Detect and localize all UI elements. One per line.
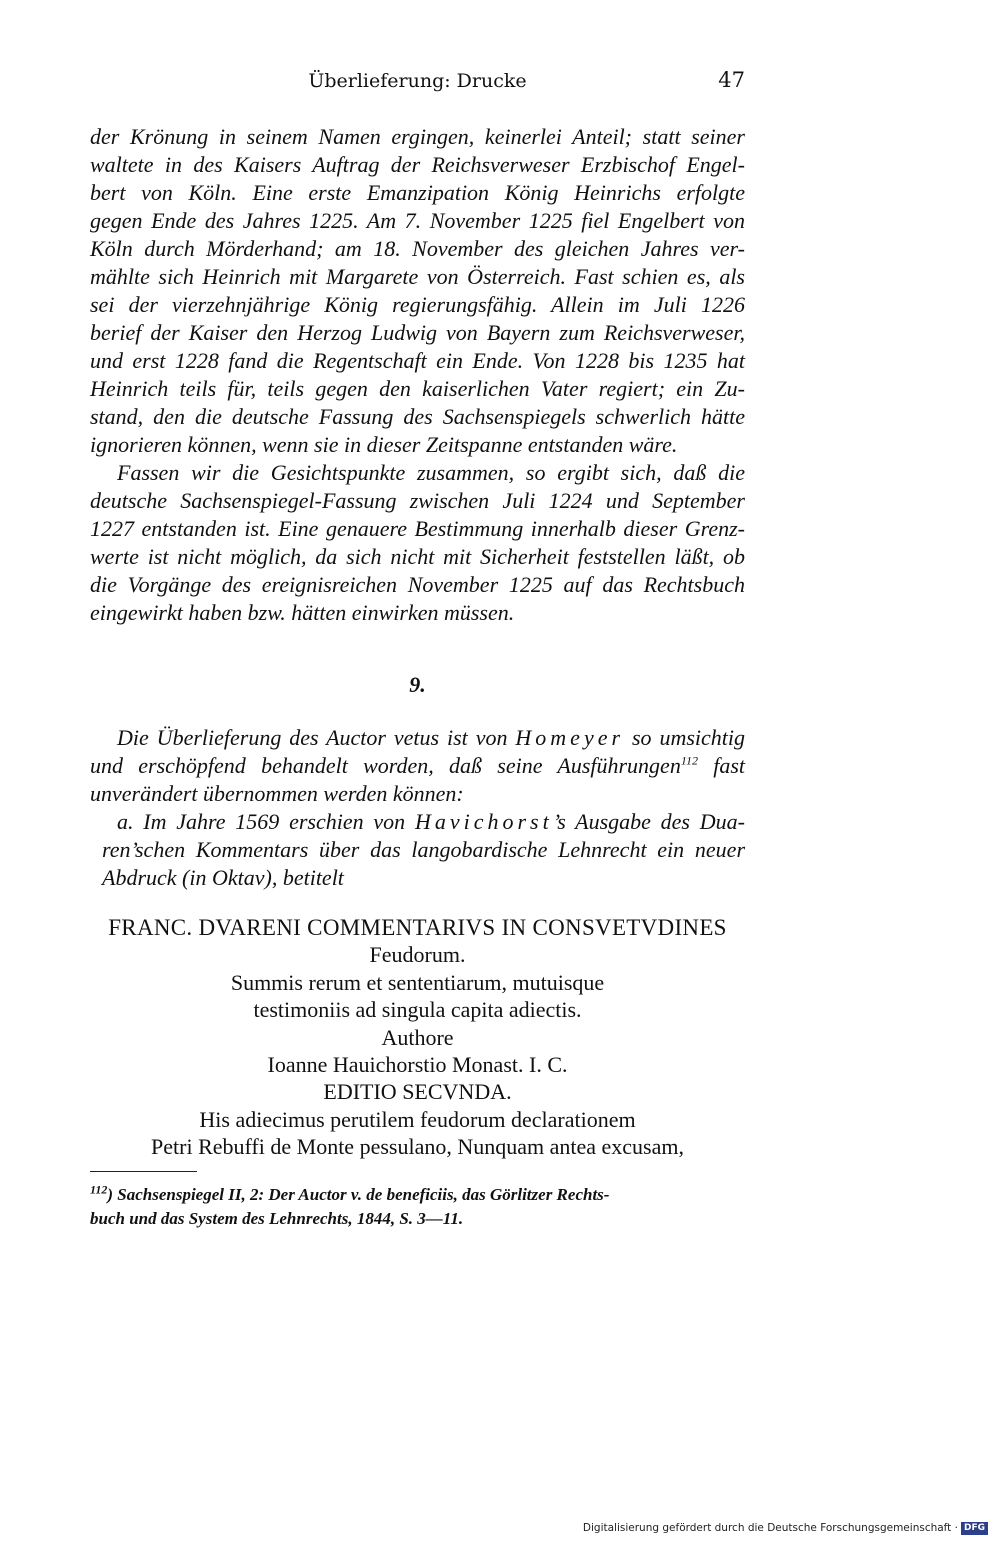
text-line: ignorieren können, wenn sie in dieser Zeitspanne entstanden wäre. bbox=[90, 432, 678, 457]
digitization-credit bbox=[583, 1521, 988, 1535]
dfg-logo: DFG bbox=[961, 1522, 988, 1535]
text-span: und erschöpfend behandelt worden, daß seine Ausführungen bbox=[90, 753, 681, 778]
text-line bbox=[90, 724, 745, 752]
footnote bbox=[90, 1183, 745, 1231]
text-line: bert von Köln. Eine erste Emanzipation König Heinrichs erfolgte bbox=[90, 180, 745, 205]
text-line: Abdruck (in Oktav), betitelt bbox=[102, 865, 344, 890]
title-line: Authore bbox=[381, 1024, 454, 1050]
title-line: Summis rerum et sententiarum, mutuisque bbox=[230, 969, 605, 995]
text-line bbox=[90, 752, 745, 780]
text-span: Die Überlieferung des Auctor vetus ist von bbox=[117, 725, 516, 750]
text-line: der Krönung in seinem Namen ergingen, keinerlei Anteil; statt seiner bbox=[90, 124, 745, 149]
title-line: EDITIO SECVNDA. bbox=[323, 1079, 512, 1105]
text-span: ’s Ausgabe des Dua- bbox=[552, 809, 745, 834]
text-span: ) Sachsenspiegel II, 2: Der Auctor v. de beneficiis, das Görlitzer Rechts- bbox=[107, 1185, 610, 1204]
credit-text: Digitalisierung gefördert durch die Deutsche Forschungsgemeinschaft · bbox=[582, 1522, 958, 1534]
author-name-homeyer: Homeyer bbox=[515, 725, 625, 750]
text-line: 1227 entstanden ist. Eine genauere Bestimmung innerhalb dieser Grenz- bbox=[90, 516, 745, 541]
footnote-divider bbox=[90, 1171, 197, 1172]
title-line: His adiecimus perutilem feudorum declarationem bbox=[199, 1106, 636, 1132]
running-head bbox=[90, 66, 745, 98]
text-line: die Vorgänge des ereignisreichen November 1225 auf das Rechtsbuch bbox=[90, 572, 745, 597]
text-line: deutsche Sachsenspiegel-Fassung zwischen Juli 1224 und September bbox=[90, 488, 745, 513]
text-line: werte ist nicht möglich, da sich nicht mit Sicherheit feststellen läßt, ob bbox=[90, 544, 745, 569]
text-line: waltete in des Kaisers Auftrag der Reichsverweser Erzbischof Engel- bbox=[90, 152, 745, 177]
page-number: 47 bbox=[718, 68, 745, 92]
text-line: und erst 1228 fand die Regentschaft ein Ende. Von 1228 bis 1235 hat bbox=[90, 348, 745, 373]
body-paragraphs-section bbox=[90, 724, 745, 892]
text-line: Köln durch Mörderhand; am 18. November des gleichen Jahres ver- bbox=[90, 236, 745, 261]
title-line: FRANC. DVARENI COMMENTARIVS IN CONSVETVDINES bbox=[108, 915, 727, 940]
text-span: a. Im Jahre 1569 erschien von bbox=[117, 809, 415, 834]
text-line: Heinrich teils für, teils gegen den kaiserlichen Vater regiert; ein Zu- bbox=[90, 376, 745, 401]
section-number: 9. bbox=[409, 672, 426, 697]
text-line: ren’schen Kommentars über das langobardische Lehnrecht ein neuer bbox=[102, 837, 745, 862]
title-line: Petri Rebuffi de Monte pessulano, Nunquam antea excusam, bbox=[151, 1134, 684, 1160]
text-line bbox=[90, 808, 745, 836]
body-paragraphs-top bbox=[90, 123, 745, 627]
author-name-havichorst: Havichorst bbox=[414, 809, 553, 834]
text-line: berief der Kaiser den Herzog Ludwig von Bayern zum Reichsverweser, bbox=[90, 320, 745, 345]
title-line: Ioanne Hauichorstio Monast. I. C. bbox=[267, 1051, 568, 1077]
quoted-title-block bbox=[90, 914, 745, 1161]
text-span: fast bbox=[697, 753, 745, 778]
text-line: sei der vierzehnjährige König regierungsfähig. Allein im Juli 1226 bbox=[90, 292, 745, 317]
footnote-line: buch und das System des Lehnrechts, 1844, S. 3—11. bbox=[90, 1209, 464, 1228]
footnote-line bbox=[90, 1183, 745, 1207]
text-span: so umsichtig bbox=[624, 725, 745, 750]
text-line: unverändert übernommen werden können: bbox=[90, 781, 464, 806]
footnote-ref: 112 bbox=[680, 753, 698, 768]
text-line: Fassen wir die Gesichtspunkte zusammen, so ergibt sich, daß die bbox=[117, 460, 745, 485]
footnote-marker: 112 bbox=[90, 1182, 108, 1197]
text-line: gegen Ende des Jahres 1225. Am 7. November 1225 fiel Engelbert von bbox=[90, 208, 745, 233]
running-head-title: Überlieferung: Drucke bbox=[308, 70, 527, 92]
text-line: eingewirkt haben bzw. hätten einwirken müssen. bbox=[90, 600, 515, 625]
title-line: testimoniis ad singula capita adiectis. bbox=[253, 997, 582, 1023]
title-line: Feudorum. bbox=[369, 942, 466, 968]
text-line: mählte sich Heinrich mit Margarete von Österreich. Fast schien es, als bbox=[90, 264, 745, 289]
text-line: stand, den die deutsche Fassung des Sachsenspiegels schwerlich hätte bbox=[90, 404, 745, 429]
